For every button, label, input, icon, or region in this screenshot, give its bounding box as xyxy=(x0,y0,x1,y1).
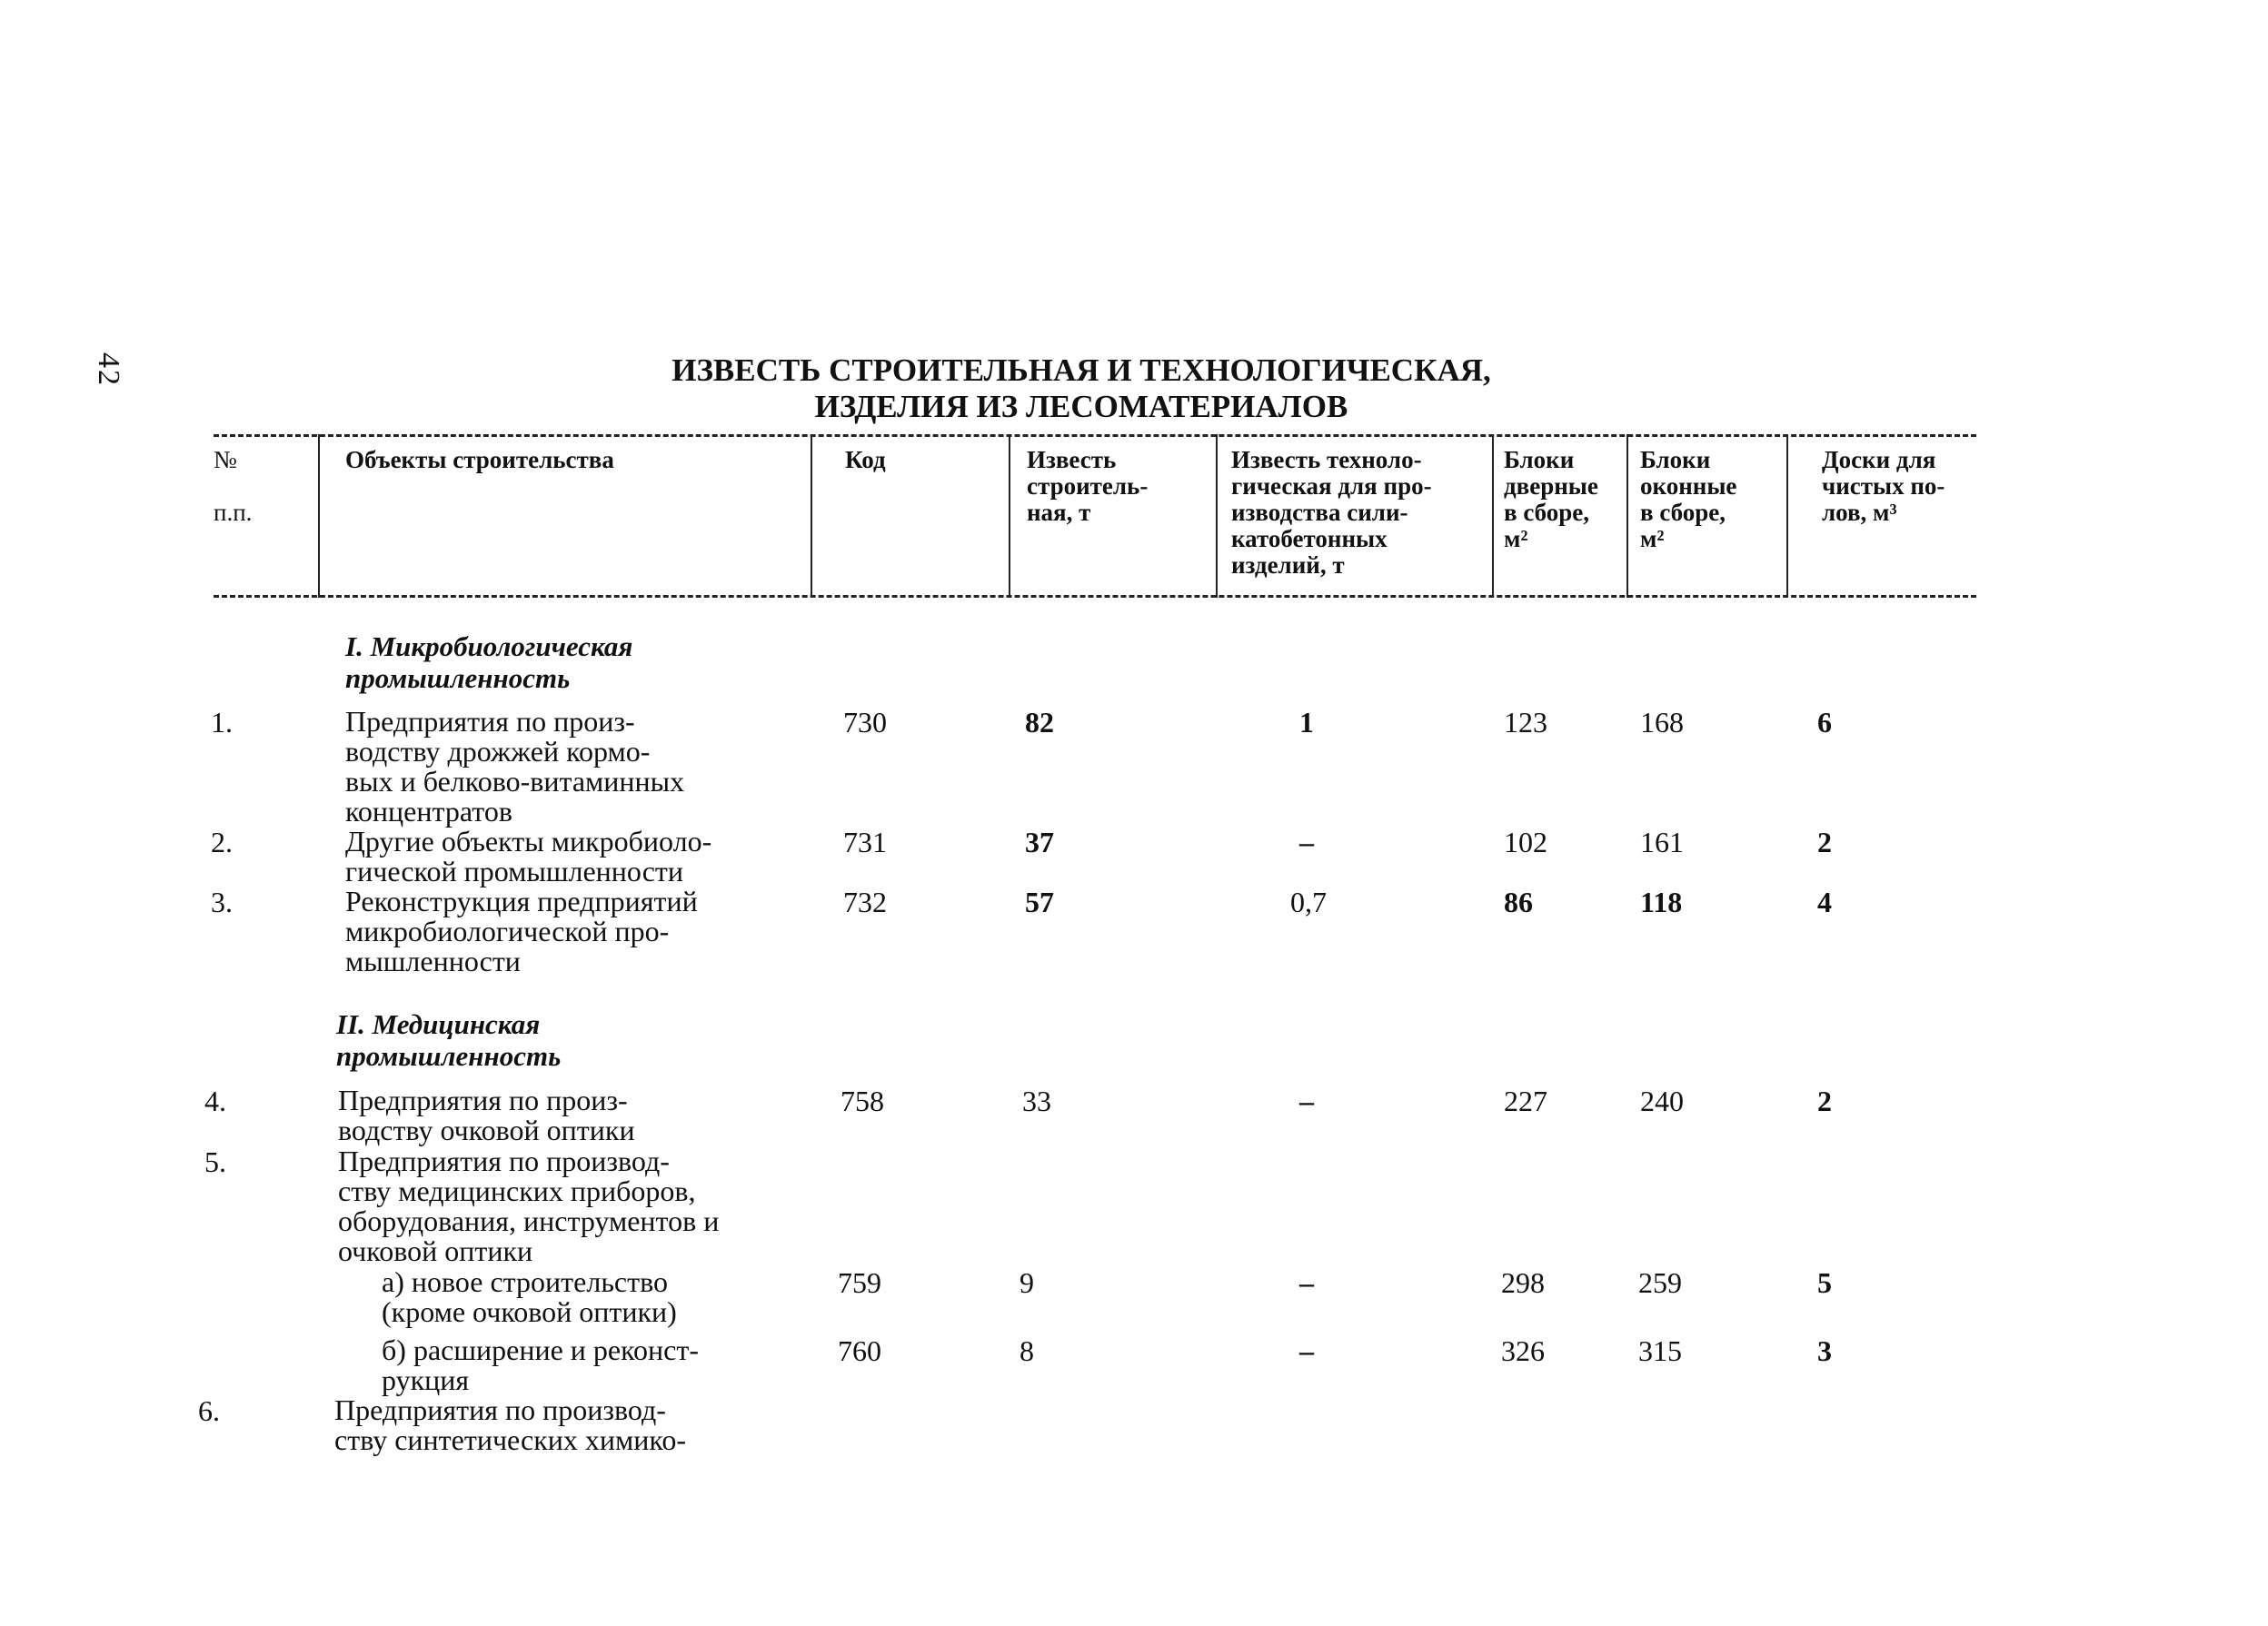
row-floor-boards: 5 xyxy=(1817,1266,1832,1299)
row-window-blocks: 240 xyxy=(1640,1085,1684,1117)
row-number: 6. xyxy=(198,1394,220,1427)
row-object: Предприятия по произ- водству дрожжей кормо- вых и белково-витаминных концентратов xyxy=(345,705,685,828)
row-number: 4. xyxy=(204,1085,226,1117)
row-code: 760 xyxy=(838,1334,881,1367)
row-floor-boards: 3 xyxy=(1817,1334,1832,1367)
row-lime-building: 37 xyxy=(1025,826,1054,858)
header-door-blocks: Блоки дверные в сборе, м² xyxy=(1504,446,1598,552)
page-title xyxy=(636,352,1527,425)
row-lime-tech: 0,7 xyxy=(1290,886,1327,918)
row-lime-tech: – xyxy=(1299,1266,1314,1299)
row-number: 1. xyxy=(211,706,233,739)
header-lime-building: Известь строитель- ная, т xyxy=(1027,446,1149,526)
row-floor-boards: 2 xyxy=(1817,826,1832,858)
row-lime-tech: 1 xyxy=(1299,706,1314,739)
row-window-blocks: 168 xyxy=(1640,706,1684,739)
row-lime-building: 33 xyxy=(1022,1085,1051,1117)
row-lime-building: 82 xyxy=(1025,706,1054,739)
column-divider xyxy=(1492,434,1494,598)
row-door-blocks: 102 xyxy=(1504,826,1547,858)
header-floor-boards: Доски для чистых по- лов, м³ xyxy=(1822,446,1945,526)
row-window-blocks: 161 xyxy=(1640,826,1684,858)
row-window-blocks: 315 xyxy=(1638,1334,1682,1367)
row-window-blocks: 259 xyxy=(1638,1266,1682,1299)
table-top-rule xyxy=(214,434,1976,437)
row-lime-tech: – xyxy=(1299,826,1314,858)
row-floor-boards: 6 xyxy=(1817,706,1832,739)
row-object: Предприятия по производ- ству синтетических химико- xyxy=(334,1393,686,1456)
row-door-blocks: 298 xyxy=(1501,1266,1545,1299)
row-door-blocks: 326 xyxy=(1501,1334,1545,1367)
column-divider xyxy=(318,434,320,598)
header-window-blocks: Блоки оконные в сборе, м² xyxy=(1640,446,1737,552)
column-divider xyxy=(811,434,812,598)
section-title: I. Микробиологическая промышленность xyxy=(345,630,633,694)
row-door-blocks: 227 xyxy=(1504,1085,1547,1117)
row-object: Реконструкция предприятий микробиологической про- мышленности xyxy=(345,885,698,977)
row-number: 3. xyxy=(211,886,233,918)
row-window-blocks: 118 xyxy=(1640,886,1683,918)
row-floor-boards: 4 xyxy=(1817,886,1832,918)
row-floor-boards: 2 xyxy=(1817,1085,1832,1117)
row-number: 5. xyxy=(204,1145,226,1178)
column-divider xyxy=(1009,434,1010,598)
title-line-2: ИЗДЕЛИЯ ИЗ ЛЕСОМАТЕРИАЛОВ xyxy=(814,389,1348,424)
header-num: № п.п. xyxy=(214,446,253,526)
column-divider xyxy=(1786,434,1788,598)
row-code: 759 xyxy=(838,1266,881,1299)
row-door-blocks: 86 xyxy=(1504,886,1533,918)
row-code: 758 xyxy=(841,1085,884,1117)
row-number: 2. xyxy=(211,826,233,858)
row-code: 731 xyxy=(843,826,887,858)
row-lime-building: 57 xyxy=(1025,886,1054,918)
row-lime-building: 9 xyxy=(1020,1266,1034,1299)
header-lime-tech: Известь техноло- гическая для про- изводства сили- катобетонных изделий, т xyxy=(1231,446,1432,579)
row-object: Другие объекты микробиоло- гической промышленности xyxy=(345,825,712,887)
header-code: Код xyxy=(845,446,886,473)
row-lime-tech: – xyxy=(1299,1334,1314,1367)
row-door-blocks: 123 xyxy=(1504,706,1547,739)
row-object: б) расширение и реконст- рукция xyxy=(382,1334,699,1396)
row-code: 732 xyxy=(843,886,887,918)
column-divider xyxy=(1626,434,1628,598)
page-number: 42 xyxy=(92,352,125,387)
row-lime-building: 8 xyxy=(1020,1334,1034,1367)
header-objects: Объекты строительства xyxy=(345,446,614,473)
row-object: Предприятия по произ- водству очковой оптики xyxy=(338,1084,635,1146)
column-divider xyxy=(1216,434,1218,598)
row-object: а) новое строительство (кроме очковой оптики) xyxy=(382,1265,677,1328)
section-title: II. Медицинская промышленность xyxy=(336,1008,562,1072)
table-header-bottom-rule xyxy=(214,595,1976,598)
row-object: Предприятия по производ- ству медицинских приборов, оборудования, инструментов и очковой оптики xyxy=(338,1145,720,1267)
title-line-1: ИЗВЕСТЬ СТРОИТЕЛЬНАЯ И ТЕХНОЛОГИЧЕСКАЯ, xyxy=(671,352,1491,388)
row-lime-tech: – xyxy=(1299,1085,1314,1117)
row-code: 730 xyxy=(843,706,887,739)
